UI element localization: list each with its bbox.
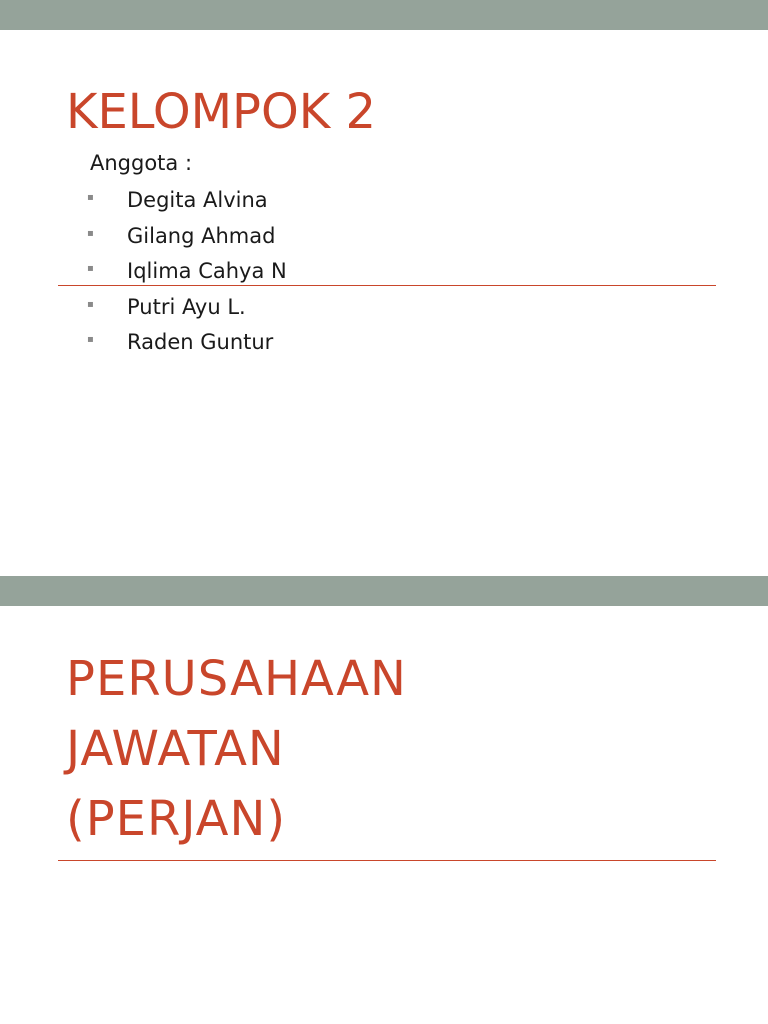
member-name: Iqlima Cahya N [127,259,287,283]
title-divider [58,860,716,861]
list-item [87,183,268,219]
title-line: PERUSAHAAN [66,651,407,707]
bullet-icon: ▪ [87,227,94,239]
list-item [87,325,274,361]
member-name: Putri Ayu L. [127,294,246,319]
member-list [87,183,287,361]
bullet-icon: ▪ [87,334,94,345]
title-divider [58,285,716,286]
member-section [87,148,287,361]
bullet-icon: ▪ [87,298,94,310]
list-item [87,290,246,326]
title-line: JAWATAN [66,721,285,777]
slide-title: KELOMPOK 2 [66,84,377,140]
slide-2 [0,576,768,1024]
list-item [87,219,276,255]
slide-header-bar [0,0,768,30]
slide-title [66,644,407,854]
title-line: (PERJAN) [66,791,287,847]
bullet-icon: ▪ [87,263,94,274]
bullet-icon: ▪ [87,192,94,203]
member-name: Degita Alvina [127,188,268,212]
member-name: Gilang Ahmad [127,223,276,248]
members-heading: Anggota : [90,151,193,175]
member-name: Raden Guntur [127,330,274,354]
slide-header-bar [0,576,768,606]
